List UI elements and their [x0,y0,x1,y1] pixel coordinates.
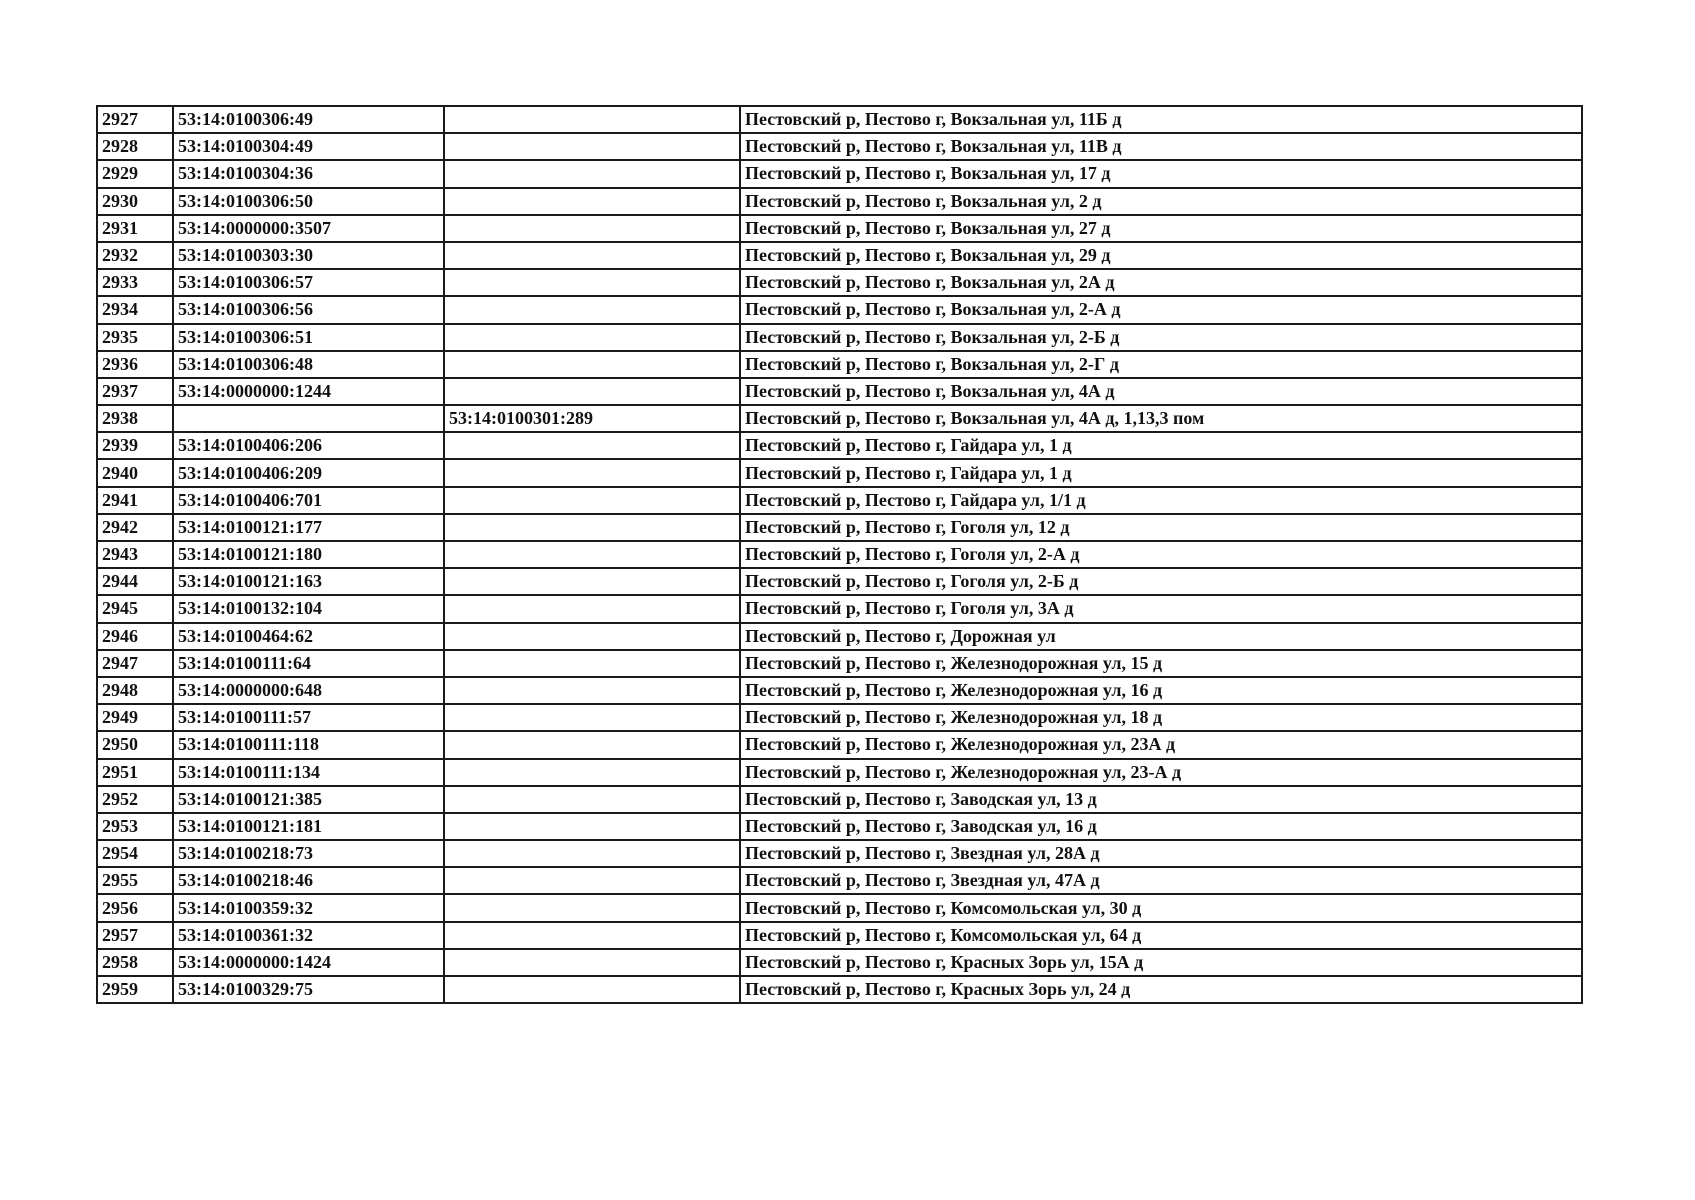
table-row [97,867,1582,894]
premises-cadastral-number-cell [444,623,740,650]
building-cadastral-number-cell: 53:14:0100464:62 [173,623,444,650]
building-cadastral-number-cell: 53:14:0100304:49 [173,133,444,160]
row-number-cell: 2932 [97,242,173,269]
address-cell: Пестовский р, Пестово г, Звездная ул, 47А д [740,867,1582,894]
table-row [97,786,1582,813]
table-row [97,432,1582,459]
row-number-cell: 2946 [97,623,173,650]
address-cell: Пестовский р, Пестово г, Вокзальная ул, 17 д [740,160,1582,187]
building-cadastral-number-cell: 53:14:0100111:64 [173,650,444,677]
building-cadastral-number-cell: 53:14:0100111:134 [173,759,444,786]
row-number-cell: 2950 [97,731,173,758]
row-number-cell: 2934 [97,296,173,323]
row-number-cell: 2959 [97,976,173,1003]
building-cadastral-number-cell: 53:14:0100121:385 [173,786,444,813]
address-cell: Пестовский р, Пестово г, Железнодорожная ул, 16 д [740,677,1582,704]
premises-cadastral-number-cell [444,894,740,921]
row-number-cell: 2943 [97,541,173,568]
row-number-cell: 2944 [97,568,173,595]
row-number-cell: 2947 [97,650,173,677]
address-cell: Пестовский р, Пестово г, Красных Зорь ул, 15А д [740,949,1582,976]
address-cell: Пестовский р, Пестово г, Гайдара ул, 1 д [740,432,1582,459]
row-number-cell: 2948 [97,677,173,704]
table-row [97,215,1582,242]
premises-cadastral-number-cell [444,351,740,378]
address-cell: Пестовский р, Пестово г, Гайдара ул, 1 д [740,459,1582,486]
row-number-cell: 2951 [97,759,173,786]
table-row [97,840,1582,867]
table-row [97,188,1582,215]
address-cell: Пестовский р, Пестово г, Вокзальная ул, 4А д [740,378,1582,405]
address-cell: Пестовский р, Пестово г, Комсомольская ул, 64 д [740,922,1582,949]
premises-cadastral-number-cell [444,595,740,622]
building-cadastral-number-cell: 53:14:0100406:209 [173,459,444,486]
property-registry-table [96,105,1583,1004]
building-cadastral-number-cell: 53:14:0100406:701 [173,487,444,514]
table-row [97,623,1582,650]
building-cadastral-number-cell: 53:14:0000000:648 [173,677,444,704]
building-cadastral-number-cell: 53:14:0100306:56 [173,296,444,323]
table-row [97,324,1582,351]
address-cell: Пестовский р, Пестово г, Гоголя ул, 3А д [740,595,1582,622]
building-cadastral-number-cell [173,405,444,432]
premises-cadastral-number-cell [444,759,740,786]
building-cadastral-number-cell: 53:14:0100121:177 [173,514,444,541]
table-row [97,759,1582,786]
premises-cadastral-number-cell [444,188,740,215]
building-cadastral-number-cell: 53:14:0000000:1424 [173,949,444,976]
premises-cadastral-number-cell [444,840,740,867]
address-cell: Пестовский р, Пестово г, Дорожная ул [740,623,1582,650]
address-cell: Пестовский р, Пестово г, Гоголя ул, 2-Б д [740,568,1582,595]
building-cadastral-number-cell: 53:14:0100111:57 [173,704,444,731]
building-cadastral-number-cell: 53:14:0100132:104 [173,595,444,622]
table-row [97,976,1582,1003]
premises-cadastral-number-cell [444,677,740,704]
row-number-cell: 2938 [97,405,173,432]
table-row [97,269,1582,296]
row-number-cell: 2941 [97,487,173,514]
row-number-cell: 2931 [97,215,173,242]
address-cell: Пестовский р, Пестово г, Вокзальная ул, 2 д [740,188,1582,215]
premises-cadastral-number-cell: 53:14:0100301:289 [444,405,740,432]
table-row [97,296,1582,323]
row-number-cell: 2957 [97,922,173,949]
address-cell: Пестовский р, Пестово г, Гоголя ул, 2-А д [740,541,1582,568]
address-cell: Пестовский р, Пестово г, Вокзальная ул, 11В д [740,133,1582,160]
building-cadastral-number-cell: 53:14:0100306:57 [173,269,444,296]
table-row [97,160,1582,187]
premises-cadastral-number-cell [444,269,740,296]
row-number-cell: 2930 [97,188,173,215]
address-cell: Пестовский р, Пестово г, Железнодорожная ул, 23А д [740,731,1582,758]
building-cadastral-number-cell: 53:14:0100329:75 [173,976,444,1003]
building-cadastral-number-cell: 53:14:0100306:48 [173,351,444,378]
premises-cadastral-number-cell [444,949,740,976]
row-number-cell: 2937 [97,378,173,405]
premises-cadastral-number-cell [444,215,740,242]
premises-cadastral-number-cell [444,922,740,949]
building-cadastral-number-cell: 53:14:0100121:181 [173,813,444,840]
building-cadastral-number-cell: 53:14:0100406:206 [173,432,444,459]
address-cell: Пестовский р, Пестово г, Гоголя ул, 12 д [740,514,1582,541]
table-row [97,894,1582,921]
address-cell: Пестовский р, Пестово г, Заводская ул, 16 д [740,813,1582,840]
row-number-cell: 2927 [97,106,173,133]
table-row [97,405,1582,432]
premises-cadastral-number-cell [444,813,740,840]
table-row [97,106,1582,133]
table-row [97,541,1582,568]
building-cadastral-number-cell: 53:14:0100304:36 [173,160,444,187]
address-cell: Пестовский р, Пестово г, Вокзальная ул, 2-Б д [740,324,1582,351]
row-number-cell: 2954 [97,840,173,867]
table-row [97,677,1582,704]
premises-cadastral-number-cell [444,133,740,160]
table-row [97,459,1582,486]
row-number-cell: 2952 [97,786,173,813]
address-cell: Пестовский р, Пестово г, Вокзальная ул, 2-А д [740,296,1582,323]
building-cadastral-number-cell: 53:14:0000000:1244 [173,378,444,405]
premises-cadastral-number-cell [444,786,740,813]
premises-cadastral-number-cell [444,432,740,459]
premises-cadastral-number-cell [444,296,740,323]
row-number-cell: 2953 [97,813,173,840]
address-cell: Пестовский р, Пестово г, Заводская ул, 13 д [740,786,1582,813]
building-cadastral-number-cell: 53:14:0100306:51 [173,324,444,351]
premises-cadastral-number-cell [444,242,740,269]
building-cadastral-number-cell: 53:14:0100361:32 [173,922,444,949]
address-cell: Пестовский р, Пестово г, Вокзальная ул, 27 д [740,215,1582,242]
building-cadastral-number-cell: 53:14:0100303:30 [173,242,444,269]
address-cell: Пестовский р, Пестово г, Звездная ул, 28А д [740,840,1582,867]
building-cadastral-number-cell: 53:14:0100359:32 [173,894,444,921]
address-cell: Пестовский р, Пестово г, Комсомольская ул, 30 д [740,894,1582,921]
table-row [97,351,1582,378]
address-cell: Пестовский р, Пестово г, Красных Зорь ул, 24 д [740,976,1582,1003]
address-cell: Пестовский р, Пестово г, Вокзальная ул, 11Б д [740,106,1582,133]
address-cell: Пестовский р, Пестово г, Вокзальная ул, 2-Г д [740,351,1582,378]
premises-cadastral-number-cell [444,867,740,894]
premises-cadastral-number-cell [444,650,740,677]
address-cell: Пестовский р, Пестово г, Вокзальная ул, 4А д, 1,13,3 пом [740,405,1582,432]
address-cell: Пестовский р, Пестово г, Железнодорожная ул, 15 д [740,650,1582,677]
table-row [97,595,1582,622]
row-number-cell: 2929 [97,160,173,187]
row-number-cell: 2945 [97,595,173,622]
premises-cadastral-number-cell [444,541,740,568]
table-row [97,704,1582,731]
premises-cadastral-number-cell [444,106,740,133]
table-row [97,922,1582,949]
building-cadastral-number-cell: 53:14:0100306:50 [173,188,444,215]
premises-cadastral-number-cell [444,378,740,405]
premises-cadastral-number-cell [444,160,740,187]
address-cell: Пестовский р, Пестово г, Вокзальная ул, 29 д [740,242,1582,269]
row-number-cell: 2955 [97,867,173,894]
premises-cadastral-number-cell [444,459,740,486]
row-number-cell: 2956 [97,894,173,921]
building-cadastral-number-cell: 53:14:0100121:180 [173,541,444,568]
premises-cadastral-number-cell [444,704,740,731]
building-cadastral-number-cell: 53:14:0100306:49 [173,106,444,133]
row-number-cell: 2949 [97,704,173,731]
table-row [97,731,1582,758]
building-cadastral-number-cell: 53:14:0000000:3507 [173,215,444,242]
registry-table-body [97,106,1582,1003]
building-cadastral-number-cell: 53:14:0100121:163 [173,568,444,595]
building-cadastral-number-cell: 53:14:0100218:73 [173,840,444,867]
table-row [97,133,1582,160]
row-number-cell: 2936 [97,351,173,378]
premises-cadastral-number-cell [444,487,740,514]
table-row [97,650,1582,677]
premises-cadastral-number-cell [444,976,740,1003]
row-number-cell: 2933 [97,269,173,296]
table-row [97,514,1582,541]
table-row [97,378,1582,405]
address-cell: Пестовский р, Пестово г, Гайдара ул, 1/1 д [740,487,1582,514]
premises-cadastral-number-cell [444,324,740,351]
premises-cadastral-number-cell [444,514,740,541]
table-row [97,949,1582,976]
premises-cadastral-number-cell [444,731,740,758]
row-number-cell: 2958 [97,949,173,976]
row-number-cell: 2928 [97,133,173,160]
row-number-cell: 2939 [97,432,173,459]
row-number-cell: 2935 [97,324,173,351]
building-cadastral-number-cell: 53:14:0100218:46 [173,867,444,894]
table-row [97,813,1582,840]
premises-cadastral-number-cell [444,568,740,595]
table-row [97,487,1582,514]
address-cell: Пестовский р, Пестово г, Вокзальная ул, 2А д [740,269,1582,296]
address-cell: Пестовский р, Пестово г, Железнодорожная ул, 18 д [740,704,1582,731]
row-number-cell: 2940 [97,459,173,486]
row-number-cell: 2942 [97,514,173,541]
building-cadastral-number-cell: 53:14:0100111:118 [173,731,444,758]
address-cell: Пестовский р, Пестово г, Железнодорожная ул, 23-А д [740,759,1582,786]
table-row [97,242,1582,269]
table-row [97,568,1582,595]
